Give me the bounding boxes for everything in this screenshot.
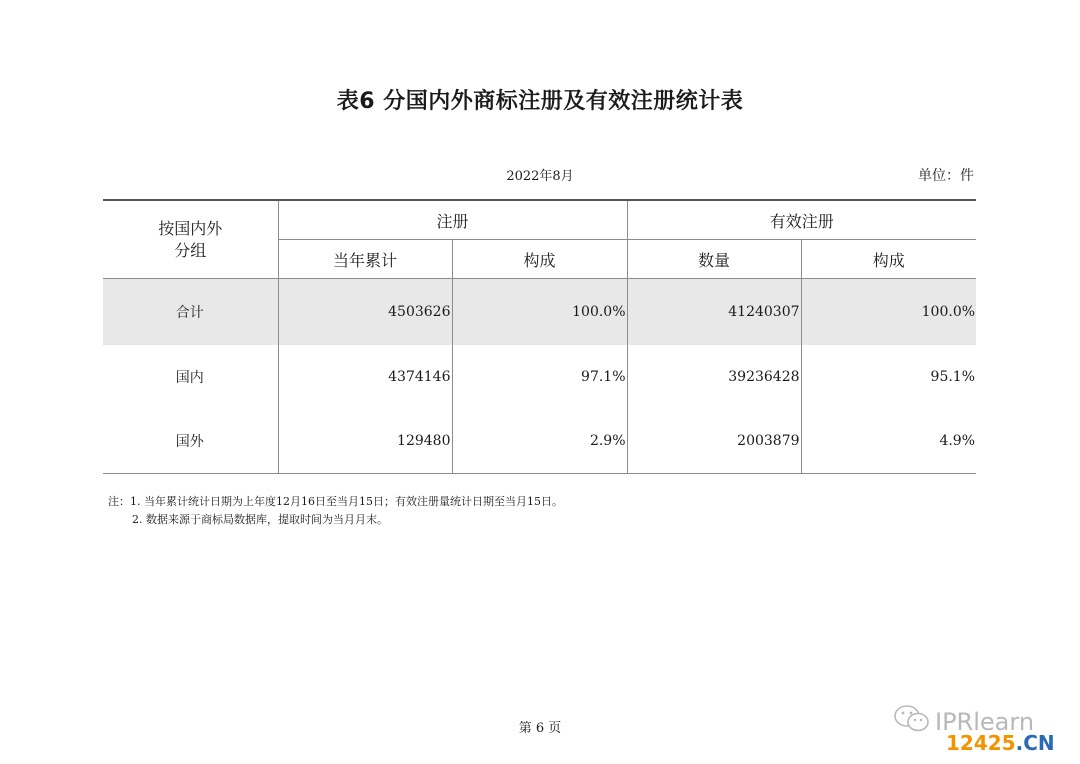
column-header-share: 构成 bbox=[801, 240, 976, 279]
row-label: 国内 bbox=[103, 345, 278, 409]
page-number: 第 6 页 bbox=[518, 721, 562, 736]
cell-value: 95.1% bbox=[801, 345, 976, 409]
table-row-domestic bbox=[103, 345, 976, 409]
cell-value: 2.9% bbox=[452, 409, 627, 474]
column-header-quantity: 数量 bbox=[627, 240, 801, 279]
group-header-registration: 注册 bbox=[278, 200, 627, 240]
footnotes bbox=[108, 493, 563, 529]
statistics-table bbox=[103, 199, 976, 474]
site-logo-number: 12425 bbox=[946, 731, 1016, 755]
unit-label: 单位：件 bbox=[918, 168, 974, 184]
cell-value: 97.1% bbox=[452, 345, 627, 409]
row-label: 合计 bbox=[103, 279, 278, 346]
cell-value: 41240307 bbox=[627, 279, 801, 346]
cell-value: 100.0% bbox=[452, 279, 627, 346]
site-logo-suffix: .CN bbox=[1015, 731, 1055, 755]
table-row-foreign bbox=[103, 409, 976, 474]
row-label: 国外 bbox=[103, 409, 278, 474]
cell-value: 4.9% bbox=[801, 409, 976, 474]
table-row-total bbox=[103, 279, 976, 346]
cell-value: 129480 bbox=[278, 409, 452, 474]
row-group-header: 按国内外 分组 bbox=[103, 200, 278, 279]
cell-value: 4374146 bbox=[278, 345, 452, 409]
footnote-1: 注：1. 当年累计统计日期为上年度12月16日至当月15日；有效注册量统计日期至当月15日。 bbox=[108, 495, 563, 508]
site-logo bbox=[946, 731, 1055, 755]
report-date: 2022年8月 bbox=[506, 169, 574, 184]
cell-value: 100.0% bbox=[801, 279, 976, 346]
footnote-2: 2. 数据来源于商标局数据库，提取时间为当月月末。 bbox=[132, 513, 388, 526]
cell-value: 2003879 bbox=[627, 409, 801, 474]
cell-value: 4503626 bbox=[278, 279, 452, 346]
document-title: 表6 分国内外商标注册及有效注册统计表 bbox=[336, 89, 744, 114]
wechat-icon bbox=[893, 704, 931, 740]
column-header-share: 构成 bbox=[452, 240, 627, 279]
watermark-text: IPRlearn bbox=[935, 708, 1035, 736]
cell-value: 39236428 bbox=[627, 345, 801, 409]
column-header-annual-cumulative: 当年累计 bbox=[278, 240, 452, 279]
group-header-valid-registration: 有效注册 bbox=[627, 200, 976, 240]
